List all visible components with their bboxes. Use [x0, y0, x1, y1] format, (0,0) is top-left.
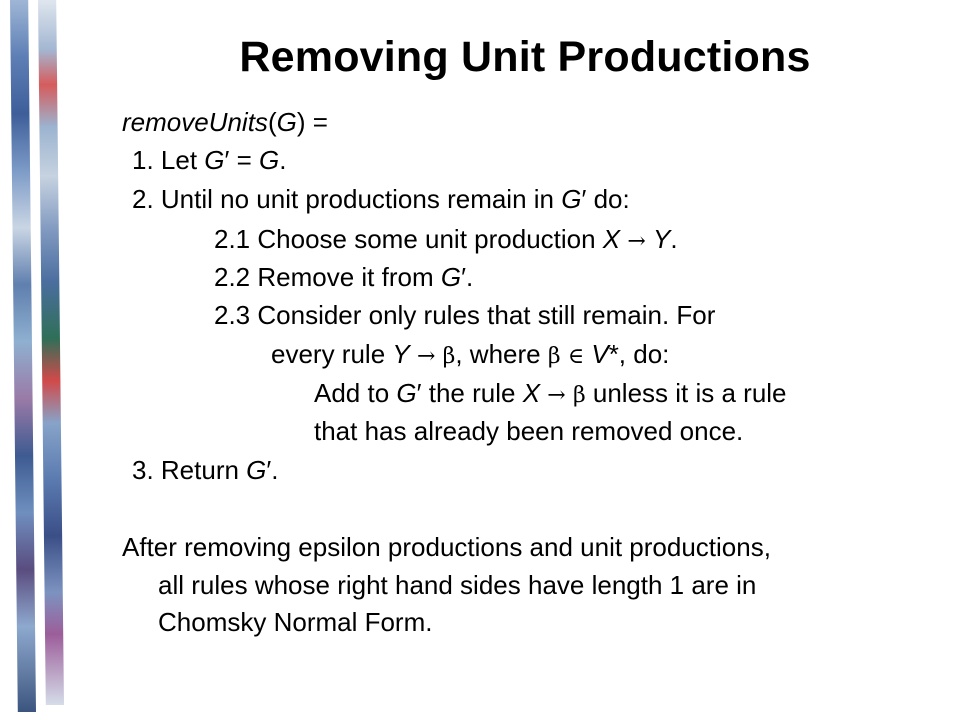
decorative-strip-left	[10, 0, 36, 712]
algorithm-signature: removeUnits(G) =	[122, 107, 328, 137]
step-3: 3. Return G′.	[132, 455, 279, 485]
note-line-3: Chomsky Normal Form.	[158, 607, 433, 637]
step-2-3c: Add to G′ the rule X → β unless it is a rule	[314, 378, 787, 408]
step-2-3a: 2.3 Consider only rules that still remain. For	[214, 300, 716, 330]
step-2-1: 2.1 Choose some unit production X → Y.	[214, 224, 678, 254]
decorative-strip-right	[38, 0, 64, 705]
step-2: 2. Until no unit productions remain in G′ do:	[132, 184, 630, 214]
note-line-2: all rules whose right hand sides have length 1 are in	[158, 570, 757, 600]
step-2-2: 2.2 Remove it from G′.	[214, 262, 474, 292]
note-line-1: After removing epsilon productions and unit productions,	[122, 532, 771, 562]
step-2-3b: every rule Y → β, where β ∈ V*, do:	[271, 339, 670, 369]
step-2-3d: that has already been removed once.	[314, 416, 744, 446]
slide-title: Removing Unit Productions	[239, 33, 811, 81]
step-1: 1. Let G′ = G.	[132, 145, 287, 175]
